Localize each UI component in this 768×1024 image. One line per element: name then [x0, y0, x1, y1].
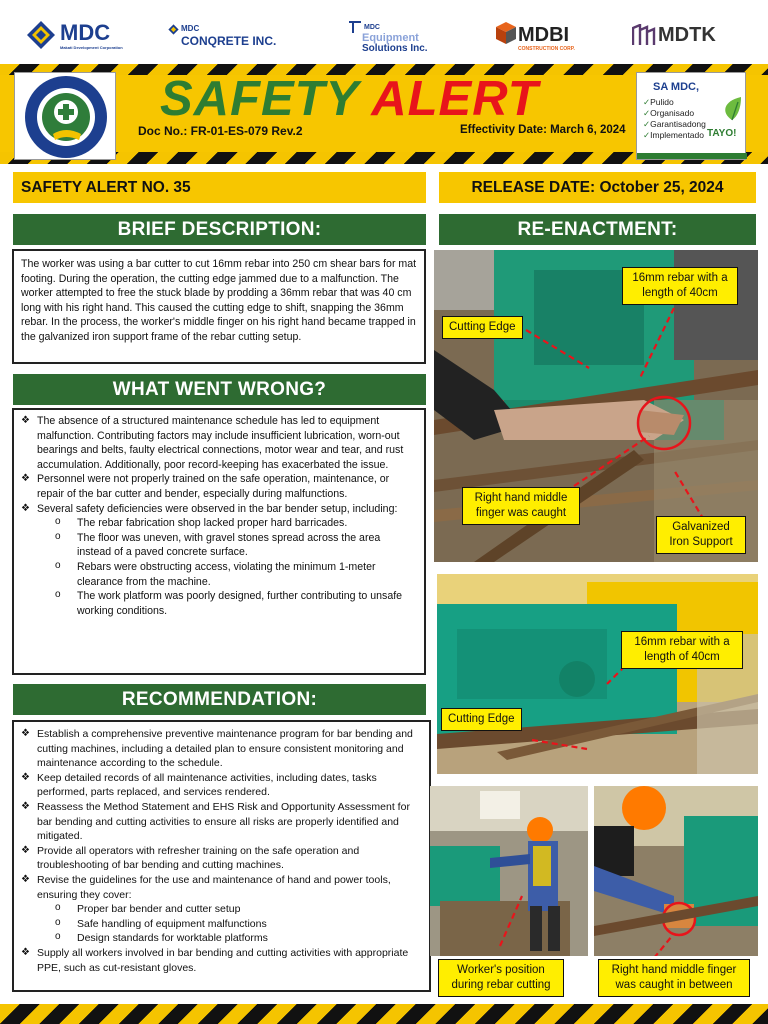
- brief-description-heading: BRIEF DESCRIPTION:: [13, 214, 426, 245]
- recommendation-list: [21, 727, 422, 975]
- callout-finger-caught-between: Right hand middle finger was caught in between: [598, 959, 750, 997]
- wrong-subitem-3: o Rebars were obstructing access, violating the minimum 1-meter clearance from the machine.: [55, 560, 417, 589]
- sa-mdc-line-3: [643, 119, 706, 130]
- recommend-item-2: ❖ Keep detailed records of all maintenance activities, including dates, tasks performed, parts replaced, and services rendered.: [21, 771, 422, 800]
- recommend-sublist: [37, 902, 422, 946]
- sa-mdc-line-3-text: Garantisadong: [650, 119, 706, 129]
- check-icon: ✓: [643, 108, 651, 118]
- worker-position-photo: [430, 786, 588, 956]
- logo-row: [0, 0, 768, 62]
- bar-cutter-machine-photo-2: [437, 574, 758, 774]
- safety-alert-number: SAFETY ALERT NO. 35: [13, 172, 426, 203]
- recommend-item-5: [21, 873, 422, 946]
- mdc-logo-text: MDC: [60, 20, 111, 45]
- mdbi-logo-text: MDBI: [518, 24, 570, 46]
- re-enactment-heading: RE-ENACTMENT:: [439, 214, 756, 245]
- effectivity-date: Effectivity Date: March 6, 2024: [460, 124, 626, 136]
- recommend-item-5-text: Revise the guidelines for the use and maintenance of hand and power tools, ensuring they cover:: [37, 873, 391, 901]
- wrong-subitem-4: o The work platform was poorly designed, further contributing to unsafe working conditions.: [55, 589, 417, 618]
- recommend-item-1: ❖ Establish a comprehensive preventive maintenance program for bar bending and cutting machines, including a detailed plan to ensure consistent monitoring and maintenance according to the schedule.: [21, 727, 422, 771]
- recommend-subitem-1: o Proper bar bender and cutter setup: [55, 902, 422, 917]
- re-enactment-photo-2: [437, 574, 758, 774]
- doc-number: Doc No.: FR-01-ES-079 Rev.2: [138, 124, 303, 138]
- wrong-subitem-2: o The floor was uneven, with gravel stones spread across the area instead of a paved concrete surface.: [55, 531, 417, 560]
- recommend-subitem-3: o Design standards for worktable platforms: [55, 931, 422, 946]
- callout-16mm-rebar: 16mm rebar with a length of 40cm: [622, 267, 738, 305]
- recommendation-box: [12, 720, 431, 992]
- leaf-icon: [721, 95, 743, 121]
- callout-worker-position: Worker's position during rebar cutting: [438, 959, 564, 997]
- sa-mdc-line-4: [643, 130, 704, 141]
- banner-title: [160, 74, 600, 124]
- wrong-item-3: [21, 502, 417, 619]
- release-date: RELEASE DATE: October 25, 2024: [439, 172, 756, 203]
- recommend-subitem-2: o Safe handling of equipment malfunctions: [55, 917, 422, 932]
- check-icon: ✓: [643, 130, 651, 140]
- mdc-emblem-icon: [26, 20, 56, 50]
- what-went-wrong-box: [12, 408, 426, 675]
- callout-galvanized-support: Galvanized Iron Support: [656, 516, 746, 554]
- conqrete-logo: [168, 24, 298, 52]
- sa-mdc-title: SA MDC,: [653, 81, 700, 93]
- mdbi-cube-icon: [496, 22, 516, 44]
- sa-mdc-line-1: [643, 97, 674, 108]
- check-icon: ✓: [643, 119, 651, 129]
- mdc-small-emblem-icon: [168, 24, 179, 35]
- re-enactment-photo-1: [434, 250, 758, 562]
- wrong-sublist: [37, 516, 417, 618]
- footer-hazard-stripe: [0, 1004, 768, 1024]
- banner-title-safety: SAFETY: [160, 72, 359, 126]
- conqrete-logo-pre: MDC: [181, 24, 200, 33]
- wrong-item-2: ❖ Personnel were not properly trained on the safe operation, maintenance, or repair of the bar cutter and bender, especially during malfunctions.: [21, 472, 417, 501]
- wrong-subitem-1: o The rebar fabrication shop lacked proper hard barricades.: [55, 516, 417, 531]
- sa-mdc-underline: [637, 153, 747, 159]
- mdtk-building-icon: [632, 24, 656, 46]
- sa-mdc-line-1-text: Pulido: [650, 97, 674, 107]
- mdtk-logo-text: MDTK: [658, 24, 716, 46]
- conqrete-logo-text: CONQRETE INC.: [181, 34, 277, 48]
- equipment-logo-pre: MDC: [364, 24, 380, 31]
- recommendation-heading: RECOMMENDATION:: [13, 684, 426, 715]
- equipment-solutions-logo: [348, 20, 443, 56]
- sa-mdc-line-2: [643, 108, 694, 119]
- quality-environment-safety-seal-icon: [23, 74, 109, 160]
- wrong-item-3-text: Several safety deficiencies were observed in the bar bender setup, including:: [37, 502, 398, 515]
- what-went-wrong-heading: WHAT WENT WRONG?: [13, 374, 426, 405]
- equipment-logo-line1: Equipment: [362, 32, 419, 44]
- mdtk-logo: [632, 24, 742, 54]
- brief-description-box: The worker was using a bar cutter to cut 16mm rebar into 250 cm shear bars for mat footing. During the operation, the cutting edge jammed due to a malfunction. The worker attempted to free the stuck blade by prodding a 36mm rebar that was 40 cm long with his right hand. This caused the cutting edge to shift, snapping the 36mm rebar. In the process, the worker's middle finger on his right hand became trapped in the galvanized iron support frame of the rebar cutting setup.: [12, 249, 426, 364]
- sa-mdc-badge: [636, 72, 746, 160]
- crane-icon: [348, 20, 362, 34]
- check-icon: ✓: [643, 97, 651, 107]
- sa-mdc-line-2-text: Organisado: [650, 108, 695, 118]
- wrong-item-1: ❖ The absence of a structured maintenance schedule has led to equipment malfunction. Contributing factors may include insufficient lubrication, worn-out bearings and belts, faulty electrical connections, motor wear and tear, and rust accumulation. Additionally, poor record-keeping has exacerbated the issue.: [21, 414, 417, 472]
- callout-16mm-rebar-2: 16mm rebar with a length of 40cm: [621, 631, 743, 669]
- mdbi-logo-subtext: CONSTRUCTION CORP.: [518, 46, 575, 52]
- what-went-wrong-list: [21, 414, 417, 618]
- quality-seal: [14, 72, 116, 160]
- callout-cutting-edge-2: Cutting Edge: [441, 708, 522, 731]
- callout-finger-caught: Right hand middle finger was caught: [462, 487, 580, 525]
- mdc-logo: [26, 18, 131, 56]
- re-enactment-photo-3: [430, 786, 588, 956]
- mdbi-logo: [496, 20, 588, 56]
- re-enactment-photo-4: [594, 786, 758, 956]
- recommend-item-6: ❖ Supply all workers involved in bar bending and cutting activities with appropriate PPE, such as cut-resistant gloves.: [21, 946, 422, 975]
- recommend-item-4: ❖ Provide all operators with refresher training on the safe operation and troubleshooting of bar bending and cutting machines.: [21, 844, 422, 873]
- mdc-logo-subtext: Makati Development Corporation: [60, 45, 123, 50]
- finger-caught-photo: [594, 786, 758, 956]
- banner-title-alert: ALERT: [371, 72, 539, 126]
- sa-mdc-line-4-text: Implementado: [650, 130, 704, 140]
- callout-cutting-edge: Cutting Edge: [442, 316, 523, 339]
- equipment-logo-line2: Solutions Inc.: [362, 43, 428, 54]
- recommend-item-3: ❖ Reassess the Method Statement and EHS Risk and Opportunity Assessment for bar bending and cutting activities to ensure all risks are properly identified and mitigated.: [21, 800, 422, 844]
- sa-mdc-tayo: TAYO!: [707, 128, 737, 139]
